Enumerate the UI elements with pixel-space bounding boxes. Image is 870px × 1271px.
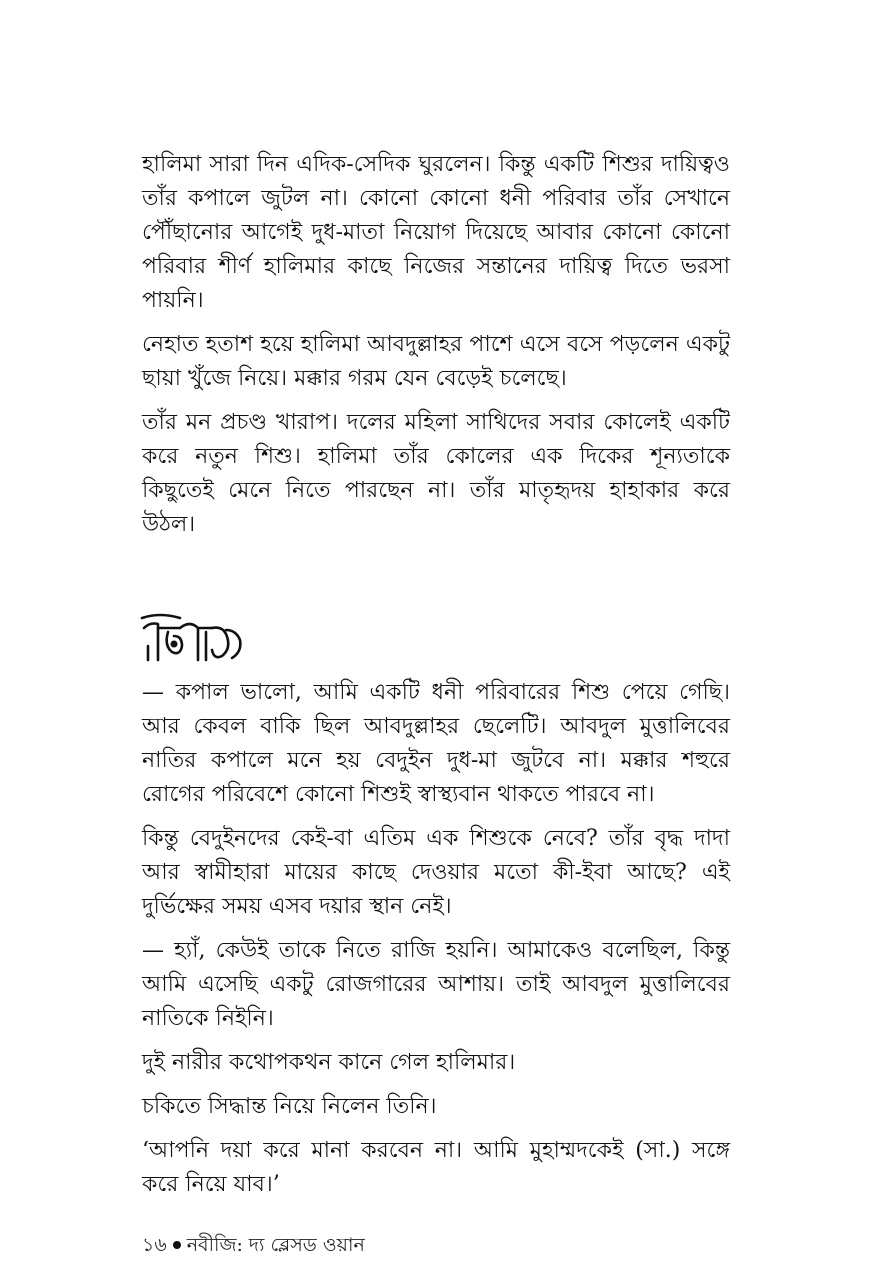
paragraph: ‘আপনি দয়া করে মানা করবেন না। আমি মুহাম্মদকেই (সা.) সঙ্গে করে নিয়ে যাব।’	[142, 1138, 730, 1197]
paragraph: নেহাত হতাশ হয়ে হালিমা আবদুল্লাহর পাশে এসে বসে পড়লেন একটু ছায়া খুঁজে নিয়ে। মক্কার গরম যেন বেড়েই চলেছে।	[142, 332, 730, 391]
text-block-top	[142, 148, 730, 552]
page-number: ১৬	[142, 1234, 167, 1256]
paragraph: কিন্তু বেদুইনদের কেই-বা এতিম এক শিশুকে নেবে? তাঁর বৃদ্ধ দাদা আর স্বামীহারা মায়ের কাছে দেওয়ার মতো কী-ইবা আছে? এই দুর্ভিক্ষের সময় এসব দয়ার স্থান নেই।	[142, 826, 730, 919]
calligraphy-ornament-icon	[140, 606, 250, 666]
book-title: নবীজি: দ্য ব্লেসড ওয়ান	[186, 1234, 365, 1256]
paragraph: — কপাল ভালো, আমি একটি ধনী পরিবারের শিশু পেয়ে গেছি। আর কেবল বাকি ছিল আবদুল্লাহর ছেলেটি। আবদুল মুত্তালিবের নাতির কপালে মনে হয় বেদুইন দুধ-মা জুটবে না। মক্কার শহুরে রোগের পরিবেশে কোনো শিশুই স্বাস্থ্যবান থাকতে পারবে না।	[142, 680, 730, 807]
text-block-bottom	[142, 676, 730, 1212]
page-footer	[142, 1232, 365, 1258]
bullet-icon	[173, 1241, 181, 1249]
paragraph: দুই নারীর কথোপকথন কানে গেল হালিমার।	[142, 1050, 516, 1075]
paragraph: — হ্যাঁ, কেউই তাকে নিতে রাজি হয়নি। আমাকেও বলেছিল, কিন্তু আমি এসেছি একটু রোজগারের আশায়। তাই আবদুল মুত্তালিবের নাতিকে নিইনি।	[142, 938, 730, 1031]
paragraph: তাঁর মন প্রচণ্ড খারাপ। দলের মহিলা সাথিদের সবার কোলেই একটি করে নতুন শিশু। হালিমা তাঁর কোলের এক দিকের শূন্যতাকে কিছুতেই মেনে নিতে পারছেন না। তাঁর মাতৃহৃদয় হাহাকার করে উঠল।	[142, 410, 730, 537]
paragraph: চকিতে সিদ্ধান্ত নিয়ে নিলেন তিনি।	[142, 1094, 437, 1119]
paragraph: হালিমা সারা দিন এদিক-সেদিক ঘুরলেন। কিন্তু একটি শিশুর দায়িত্বও তাঁর কপালে জুটল না। কোনো কোনো ধনী পরিবার তাঁর সেখানে পৌঁছানোর আগেই দুধ-মাতা নিয়োগ দিয়েছে আবার কোনো কোনো পরিবার শীর্ণ হালিমার কাছে নিজের সন্তানের দায়িত্ব দিতে ভরসা পায়নি।	[142, 152, 730, 313]
